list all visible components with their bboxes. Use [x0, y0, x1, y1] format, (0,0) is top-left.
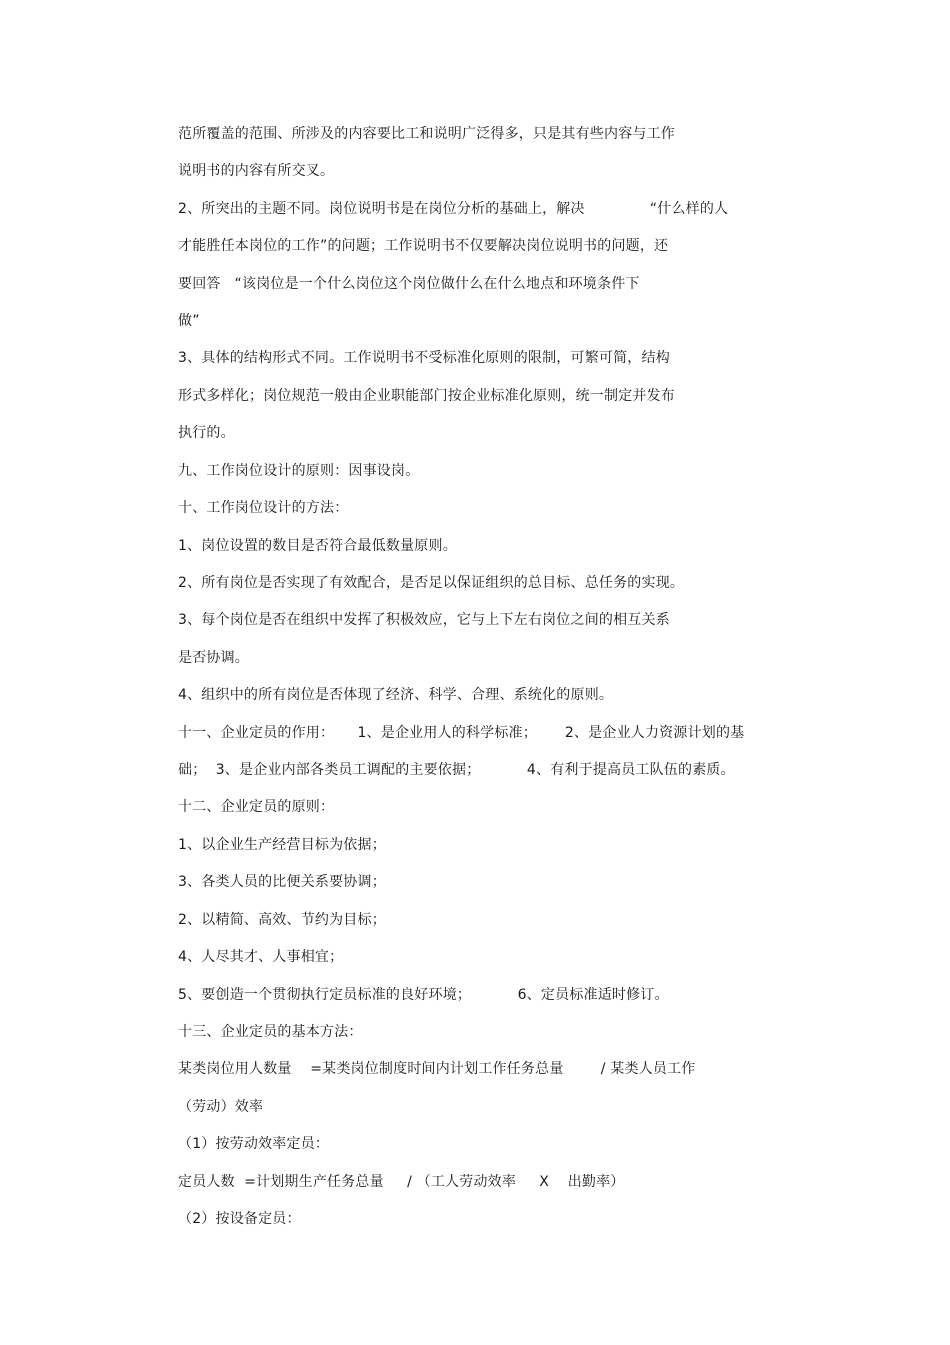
text-line: 2、所突出的主题不同。岗位说明书是在岗位分析的基础上，解决 “什么样的人 [178, 201, 729, 217]
text-line: 做” [178, 313, 200, 329]
text-line: 十三、企业定员的基本方法： [178, 1024, 363, 1040]
text-line: 2、以精简、高效、节约为目标； [178, 912, 386, 928]
text-line: 定员人数 =计划期生产任务总量 / （工人劳动效率 X 出勤率） [178, 1174, 625, 1190]
text-line: 执行的。 [178, 425, 235, 441]
text-line: （1）按劳动效率定员： [178, 1136, 330, 1152]
text-line: 是否协调。 [178, 650, 249, 666]
text-line: 十二、企业定员的原则： [178, 799, 335, 815]
text-line: 4、组织中的所有岗位是否体现了经济、科学、合理、系统化的原则。 [178, 687, 614, 703]
text-line: 2、所有岗位是否实现了有效配合，是否足以保证组织的总目标、总任务的实现。 [178, 575, 685, 591]
text-line: 九、工作岗位设计的原则：因事设岗。 [178, 463, 420, 479]
text-line: 说明书的内容有所交叉。 [178, 163, 335, 179]
text-line: 4、人尽其才、人事相宜； [178, 949, 344, 965]
text-line: 才能胜任本岗位的工作”的问题；工作说明书不仅要解决岗位说明书的问题，还 [178, 238, 669, 254]
text-line: 范所覆盖的范围、所涉及的内容要比工和说明广泛得多，只是其有些内容与工作 [178, 126, 675, 142]
text-line: 十一、企业定员的作用： 1、是企业用人的科学标准； 2、是企业人力资源计划的基 [178, 725, 745, 741]
text-line: （2）按设备定员： [178, 1211, 301, 1227]
text-line: 要回答 “该岗位是一个什么岗位这个岗位做什么在什么地点和环境条件下 [178, 276, 640, 292]
text-line: 3、各类人员的比便关系要协调； [178, 874, 386, 890]
text-line: 5、要创造一个贯彻执行定员标准的良好环境； 6、定员标准适时修订。 [178, 987, 669, 1003]
text-line: 某类岗位用人数量 =某类岗位制度时间内计划工作任务总量 / 某类人员工作 [178, 1061, 696, 1077]
text-line: 3、具体的结构形式不同。工作说明书不受标准化原则的限制，可繁可简，结构 [178, 350, 670, 366]
text-line: 十、工作岗位设计的方法： [178, 500, 349, 516]
text-line: 3、每个岗位是否在组织中发挥了积极效应，它与上下左右岗位之间的相互关系 [178, 612, 670, 628]
text-line: 形式多样化；岗位规范一般由企业职能部门按企业标准化原则，统一制定并发布 [178, 388, 675, 404]
text-line: （劳动）效率 [178, 1099, 264, 1115]
text-line: 础； 3、是企业内部各类员工调配的主要依据； 4、有利于提高员工队伍的素质。 [178, 762, 735, 778]
text-line: 1、岗位设置的数目是否符合最低数量原则。 [178, 538, 457, 554]
text-line: 1、以企业生产经营目标为依据； [178, 837, 386, 853]
